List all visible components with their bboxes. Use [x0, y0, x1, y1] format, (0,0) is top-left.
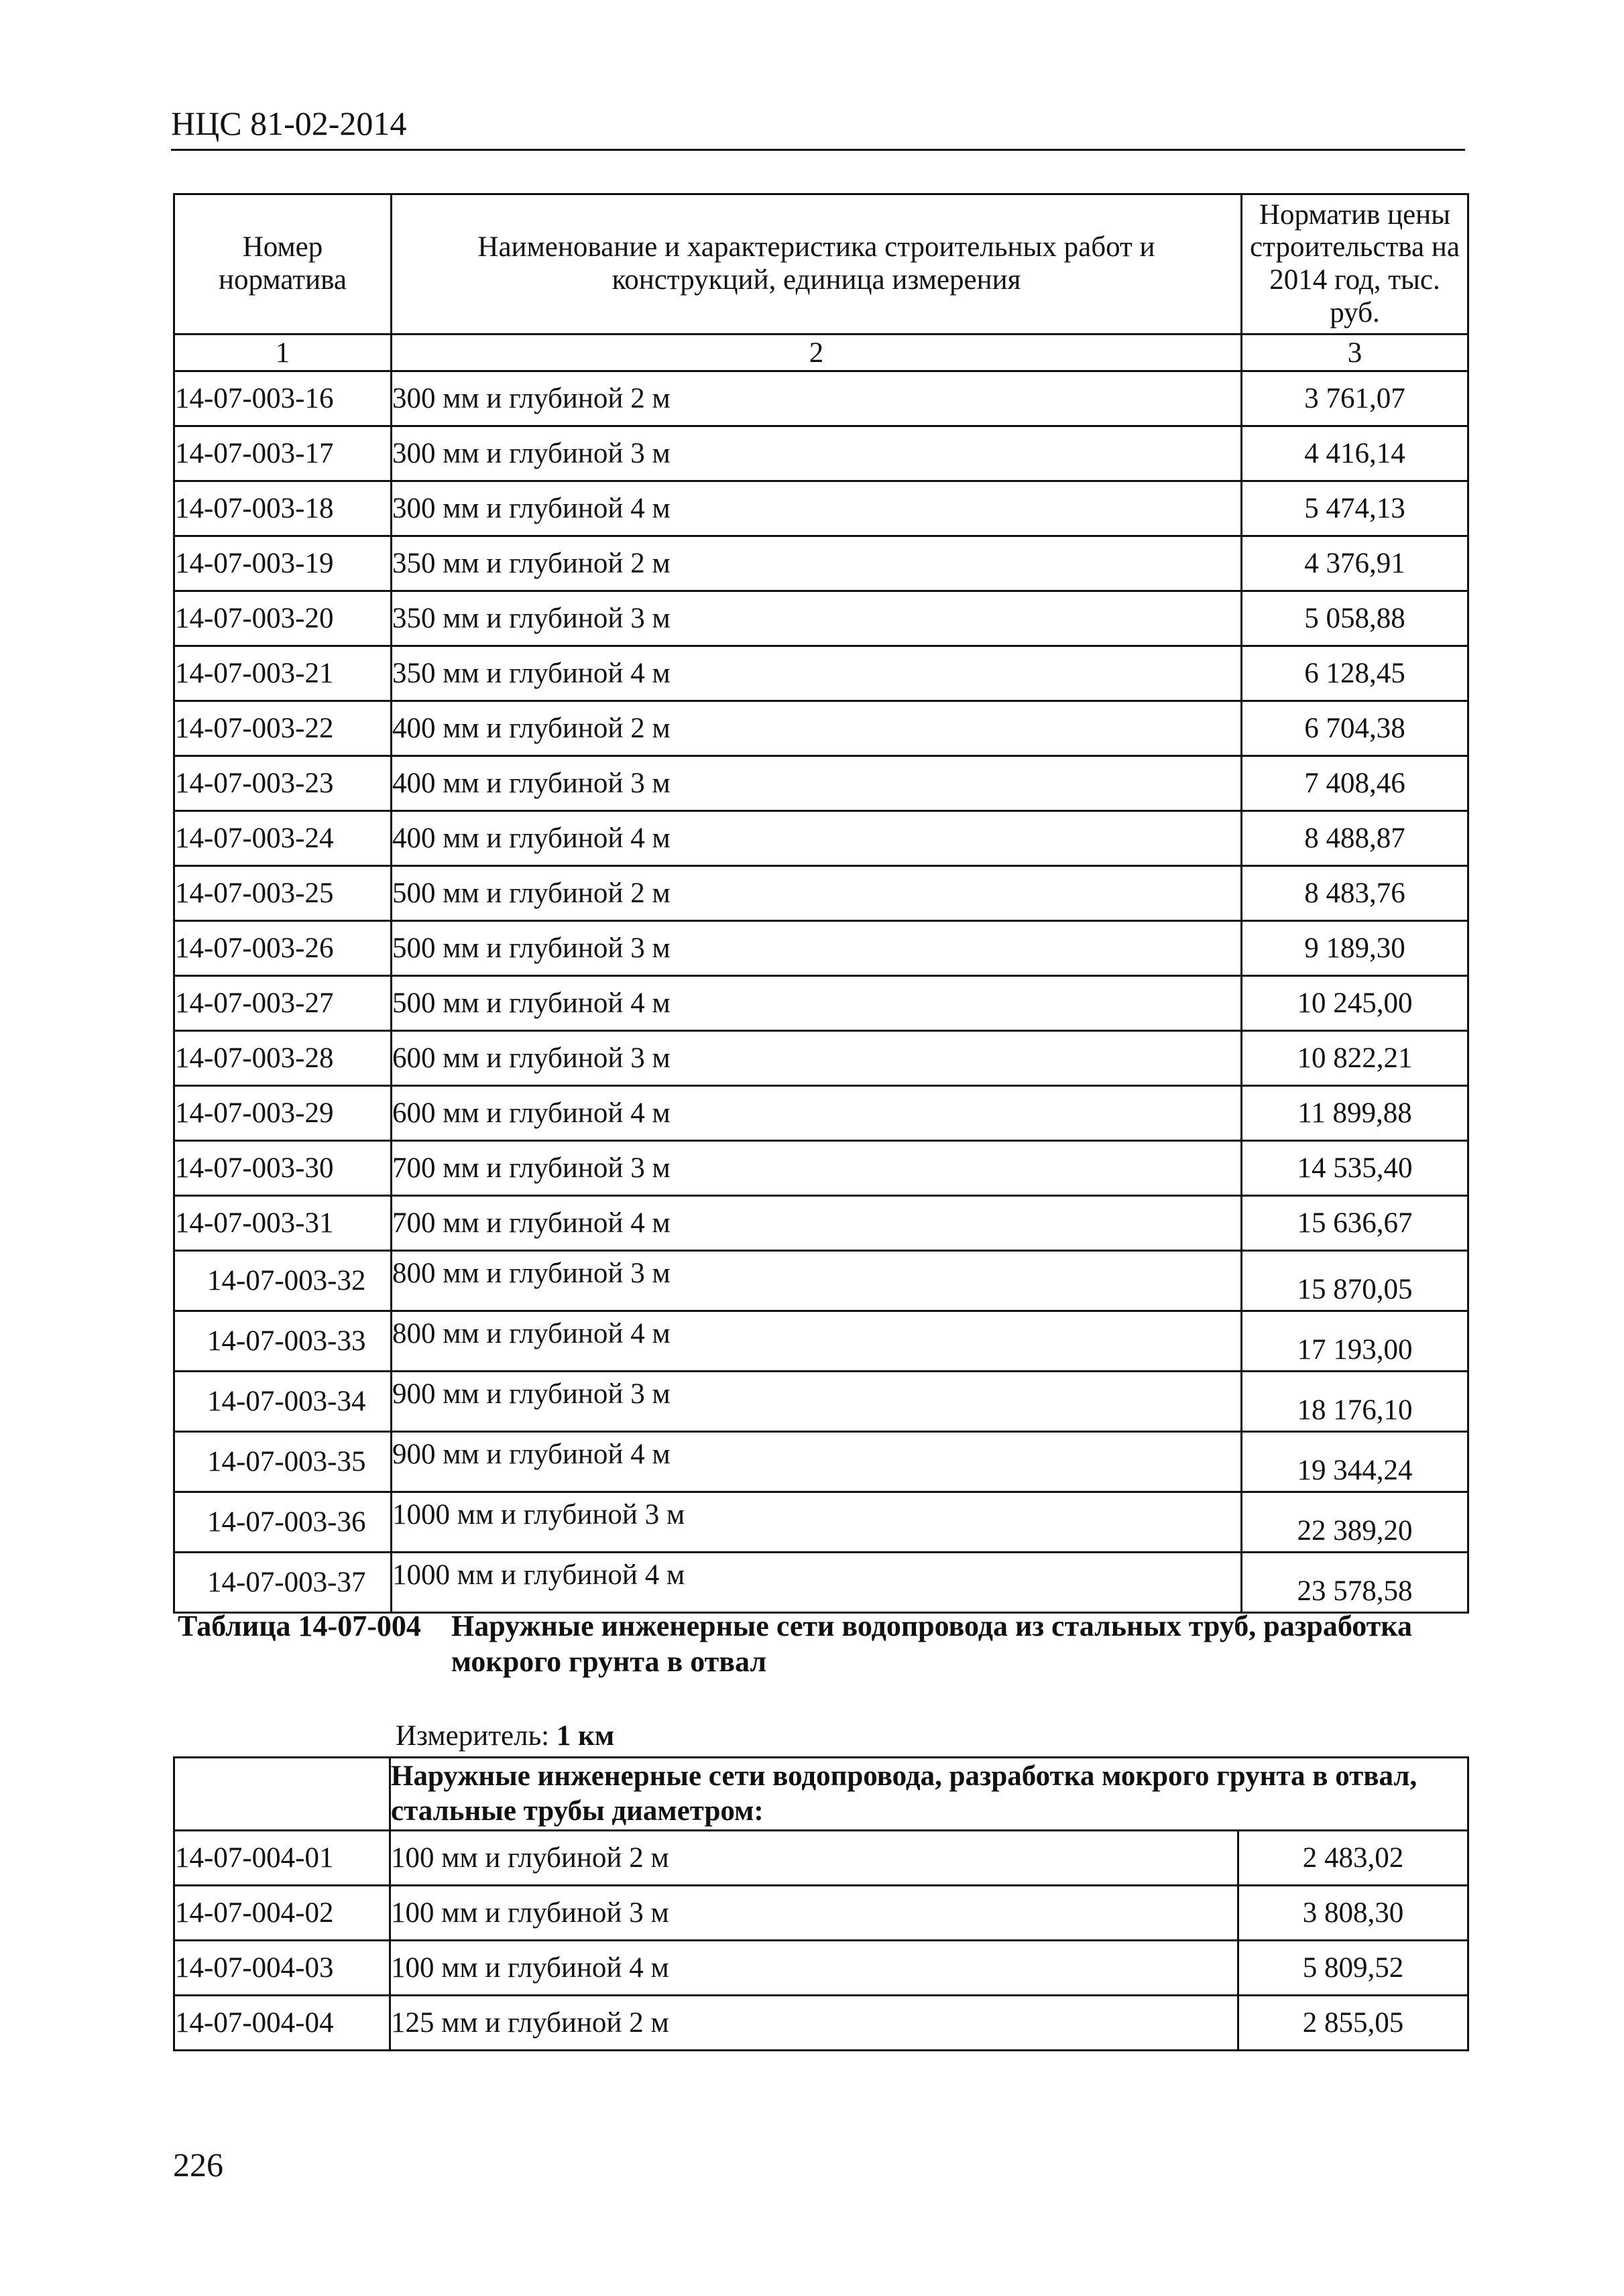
work-description: 300 мм и глубиной 4 м [392, 481, 1242, 536]
header-rule [171, 149, 1465, 151]
table-row [174, 1886, 1468, 1941]
work-description: 800 мм и глубиной 4 м [392, 1311, 1242, 1372]
table-row [174, 866, 1468, 921]
norm-code: 14-07-003-23 [174, 756, 392, 811]
column-number: 2 [392, 335, 1242, 371]
document-code: НЦС 81-02-2014 [171, 105, 407, 142]
work-description: 300 мм и глубиной 3 м [392, 426, 1242, 481]
table-row [174, 1831, 1468, 1886]
norm-code: 14-07-003-31 [174, 1196, 392, 1251]
header-norm-number: Номер норматива [174, 194, 392, 335]
work-description: 100 мм и глубиной 3 м [390, 1886, 1238, 1941]
table-row [174, 1251, 1468, 1311]
price-value: 19 344,24 [1242, 1432, 1468, 1492]
work-description: 1000 мм и глубиной 3 м [392, 1492, 1242, 1553]
table-row [174, 701, 1468, 756]
table-row [174, 811, 1468, 866]
price-value: 8 483,76 [1242, 866, 1468, 921]
price-value: 9 189,30 [1242, 921, 1468, 976]
price-value: 22 389,20 [1242, 1492, 1468, 1553]
work-description: 700 мм и глубиной 4 м [392, 1196, 1242, 1251]
group-code-cell [174, 1758, 390, 1831]
price-value: 17 193,00 [1242, 1311, 1468, 1372]
unit-line [396, 1719, 614, 1752]
norm-code: 14-07-004-04 [174, 1996, 390, 2051]
unit-label: Измеритель: [396, 1720, 550, 1752]
price-value: 6 128,45 [1242, 646, 1468, 701]
norm-code: 14-07-003-36 [174, 1492, 392, 1553]
table-row [174, 1196, 1468, 1251]
price-value: 5 474,13 [1242, 481, 1468, 536]
table-row [174, 481, 1468, 536]
work-description: 700 мм и глубиной 3 м [392, 1141, 1242, 1196]
work-description: 500 мм и глубиной 2 м [392, 866, 1242, 921]
table-row [174, 1996, 1468, 2051]
price-value: 4 376,91 [1242, 536, 1468, 591]
norm-code: 14-07-003-28 [174, 1031, 392, 1086]
price-value: 14 535,40 [1242, 1141, 1468, 1196]
column-number-row [174, 335, 1468, 371]
price-value: 5 058,88 [1242, 591, 1468, 646]
norm-code: 14-07-004-02 [174, 1886, 390, 1941]
work-description: 600 мм и глубиной 4 м [392, 1086, 1242, 1141]
group-title: Наружные инженерные сети водопровода, разработка мокрого грунта в отвал, стальные трубы диаметром: [390, 1758, 1468, 1831]
work-description: 350 мм и глубиной 4 м [392, 646, 1242, 701]
work-description: 125 мм и глубиной 2 м [390, 1996, 1238, 2051]
norm-code: 14-07-003-18 [174, 481, 392, 536]
table-row [174, 371, 1468, 426]
table-row [174, 1941, 1468, 1996]
work-description: 400 мм и глубиной 4 м [392, 811, 1242, 866]
norm-code: 14-07-003-24 [174, 811, 392, 866]
table-row [174, 1492, 1468, 1553]
table-row [174, 591, 1468, 646]
table-row [174, 426, 1468, 481]
unit-value: 1 км [556, 1720, 615, 1752]
price-value: 6 704,38 [1242, 701, 1468, 756]
norm-code: 14-07-004-01 [174, 1831, 390, 1886]
column-number: 1 [174, 335, 392, 371]
work-description: 600 мм и глубиной 3 м [392, 1031, 1242, 1086]
table-row [174, 646, 1468, 701]
table-header-row [174, 194, 1468, 335]
table-caption [178, 1609, 1472, 1680]
table-row [174, 1141, 1468, 1196]
norm-code: 14-07-003-22 [174, 701, 392, 756]
norm-code: 14-07-003-16 [174, 371, 392, 426]
price-value: 15 636,67 [1242, 1196, 1468, 1251]
price-value: 2 855,05 [1238, 1996, 1468, 2051]
page-number: 226 [173, 2146, 223, 2183]
work-description: 500 мм и глубиной 4 м [392, 976, 1242, 1031]
norm-code: 14-07-003-37 [174, 1553, 392, 1613]
table-row [174, 921, 1468, 976]
header-price-norm: Норматив цены строительства на 2014 год, тыс. руб. [1242, 194, 1468, 335]
work-description: 350 мм и глубиной 2 м [392, 536, 1242, 591]
price-value: 3 761,07 [1242, 371, 1468, 426]
price-value: 7 408,46 [1242, 756, 1468, 811]
work-description: 300 мм и глубиной 2 м [392, 371, 1242, 426]
norm-code: 14-07-003-27 [174, 976, 392, 1031]
table-row [174, 1432, 1468, 1492]
table-label: Таблица 14-07-004 [178, 1610, 421, 1642]
price-value: 18 176,10 [1242, 1372, 1468, 1432]
norm-code: 14-07-004-03 [174, 1941, 390, 1996]
norm-code: 14-07-003-35 [174, 1432, 392, 1492]
work-description: 400 мм и глубиной 2 м [392, 701, 1242, 756]
price-value: 15 870,05 [1242, 1251, 1468, 1311]
table-row [174, 1553, 1468, 1613]
work-description: 800 мм и глубиной 3 м [392, 1251, 1242, 1311]
norm-code: 14-07-003-19 [174, 536, 392, 591]
price-value: 10 822,21 [1242, 1031, 1468, 1086]
price-value: 8 488,87 [1242, 811, 1468, 866]
norm-code: 14-07-003-34 [174, 1372, 392, 1432]
price-value: 5 809,52 [1238, 1941, 1468, 1996]
work-description: 400 мм и глубиной 3 м [392, 756, 1242, 811]
price-value: 11 899,88 [1242, 1086, 1468, 1141]
norm-code: 14-07-003-32 [174, 1251, 392, 1311]
work-description: 500 мм и глубиной 3 м [392, 921, 1242, 976]
work-description: 100 мм и глубиной 4 м [390, 1941, 1238, 1996]
column-number: 3 [1242, 335, 1468, 371]
price-value: 4 416,14 [1242, 426, 1468, 481]
norm-code: 14-07-003-17 [174, 426, 392, 481]
norm-code: 14-07-003-29 [174, 1086, 392, 1141]
water-supply-table [173, 1756, 1469, 2051]
table-row [174, 1311, 1468, 1372]
group-title-row [174, 1758, 1468, 1831]
price-value: 3 808,30 [1238, 1886, 1468, 1941]
table-row [174, 756, 1468, 811]
work-description: 900 мм и глубиной 3 м [392, 1372, 1242, 1432]
norm-code: 14-07-003-21 [174, 646, 392, 701]
norm-code: 14-07-003-33 [174, 1311, 392, 1372]
table-row [174, 1086, 1468, 1141]
table-row [174, 1031, 1468, 1086]
work-description: 350 мм и глубиной 3 м [392, 591, 1242, 646]
norm-code: 14-07-003-26 [174, 921, 392, 976]
table-row [174, 1372, 1468, 1432]
price-norms-table [173, 193, 1469, 1614]
work-description: 100 мм и глубиной 2 м [390, 1831, 1238, 1886]
header-work-name: Наименование и характеристика строительных работ и конструкций, единица измерения [392, 194, 1242, 335]
work-description: 1000 мм и глубиной 4 м [392, 1553, 1242, 1613]
table-title: Наружные инженерные сети водопровода из стальных труб, разработка мокрого грунта в отвал [451, 1610, 1412, 1678]
table-row [174, 536, 1468, 591]
norm-code: 14-07-003-20 [174, 591, 392, 646]
table-row [174, 976, 1468, 1031]
norm-code: 14-07-003-30 [174, 1141, 392, 1196]
norm-code: 14-07-003-25 [174, 866, 392, 921]
work-description: 900 мм и глубиной 4 м [392, 1432, 1242, 1492]
price-value: 10 245,00 [1242, 976, 1468, 1031]
price-value: 23 578,58 [1242, 1553, 1468, 1613]
price-value: 2 483,02 [1238, 1831, 1468, 1886]
